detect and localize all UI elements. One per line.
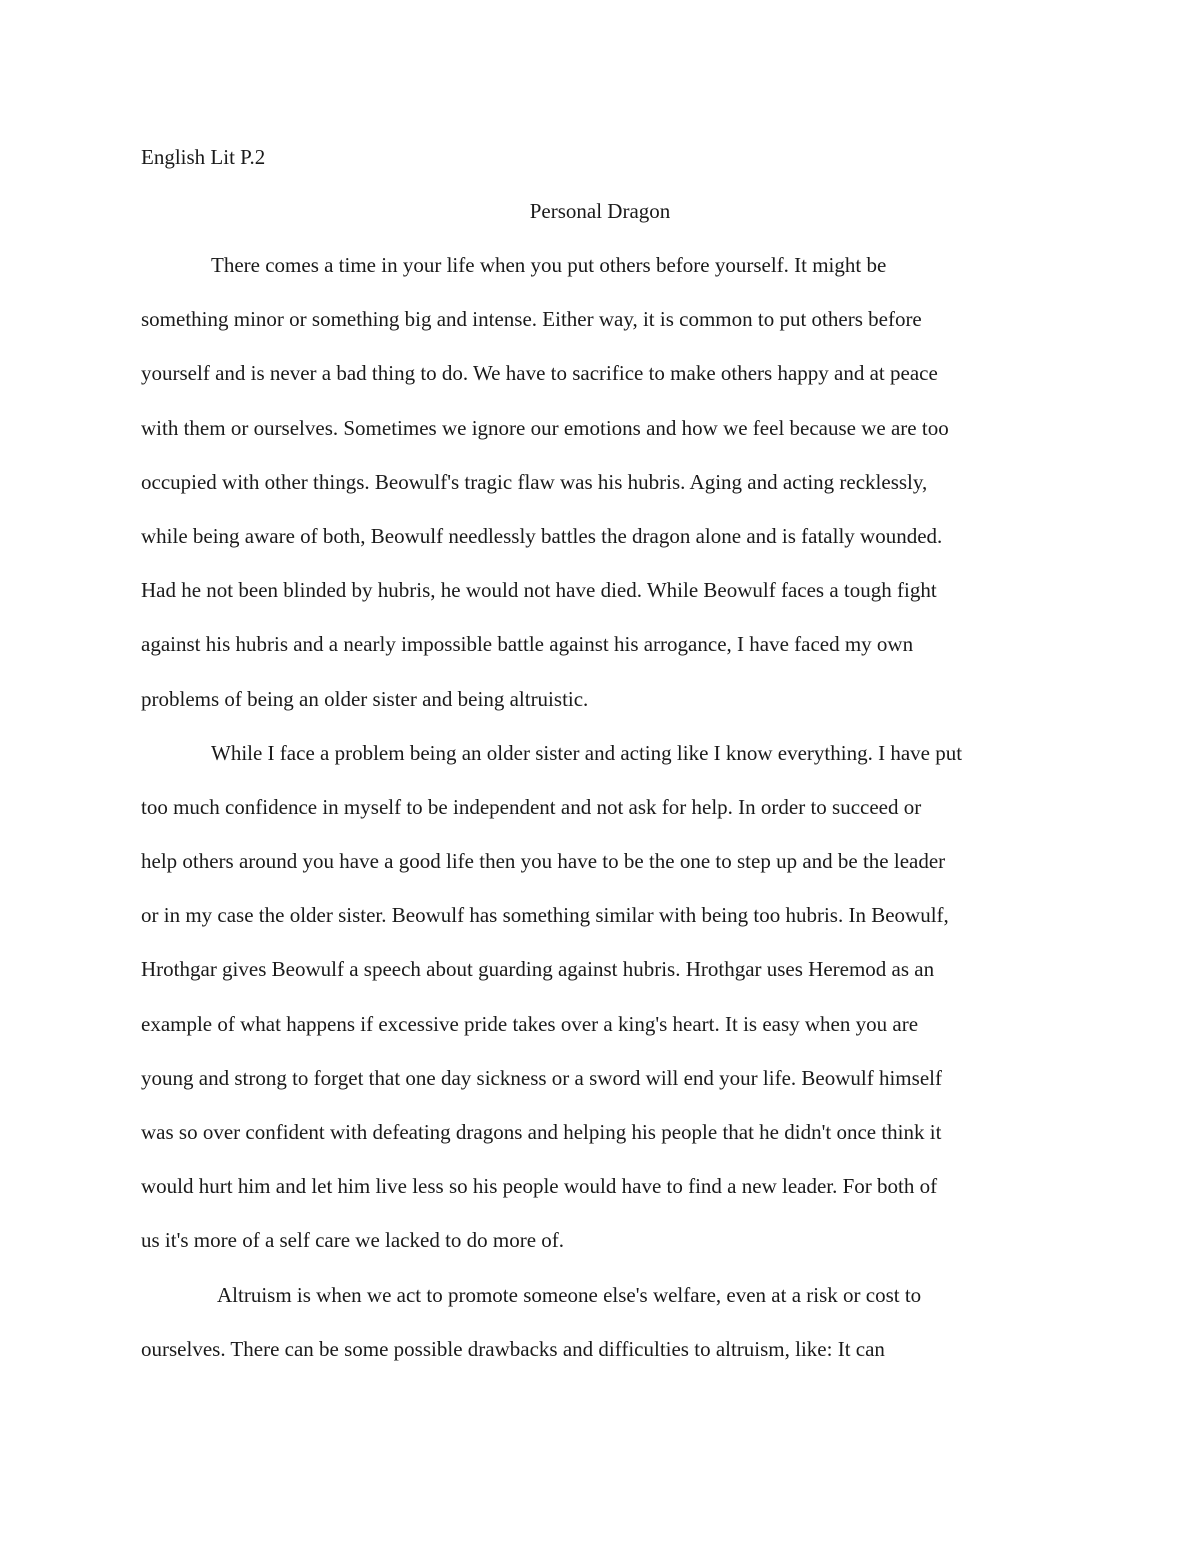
paragraph-line: Altruism is when we act to promote someone else's welfare, even at a risk or cost to	[217, 1282, 922, 1307]
paragraph-line: There comes a time in your life when you put others before yourself. It might be	[211, 253, 887, 277]
paragraph-line: or in my case the older sister. Beowulf has something similar with being too hubris. In Beowulf,	[141, 903, 949, 928]
paragraph-line: was so over confident with defeating dragons and helping his people that he didn't once think it	[141, 1120, 942, 1144]
document-header: English Lit P.2	[141, 145, 266, 169]
paragraph-line: yourself and is never a bad thing to do. We have to sacrifice to make others happy and at peace	[141, 361, 938, 386]
paragraph-line: While I face a problem being an older sister and acting like I know everything. I have put	[211, 740, 963, 765]
document-body	[141, 248, 1081, 1386]
paragraph-line: with them or ourselves. Sometimes we ignore our emotions and how we feel because we are too	[141, 415, 949, 440]
paragraph-line: occupied with other things. Beowulf's tragic flaw was his hubris. Aging and acting recklessly,	[141, 469, 928, 494]
paragraph-line: us it's more of a self care we lacked to do more of.	[141, 1228, 565, 1253]
paragraph-line: Had he not been blinded by hubris, he would not have died. While Beowulf faces a tough fight	[141, 578, 937, 603]
paragraph-line: ourselves. There can be some possible drawbacks and difficulties to altruism, like: It can	[141, 1336, 885, 1361]
paragraph-line: while being aware of both, Beowulf needlessly battles the dragon alone and is fatally wounded.	[141, 523, 943, 548]
paragraph-line: too much confidence in myself to be independent and not ask for help. In order to succeed or	[141, 794, 922, 819]
paragraph-line: problems of being an older sister and being altruistic.	[141, 686, 589, 711]
paragraph-line: would hurt him and let him live less so his people would have to find a new leader. For both of	[141, 1174, 938, 1199]
paragraph-line: example of what happens if excessive pride takes over a king's heart. It is easy when you are	[141, 1011, 919, 1036]
paragraph-line: against his hubris and a nearly impossible battle against his arrogance, I have faced my own	[141, 632, 914, 657]
paragraph-line: something minor or something big and intense. Either way, it is common to put others before	[141, 307, 922, 332]
document-title: Personal Dragon	[529, 199, 671, 223]
paragraph-line: young and strong to forget that one day sickness or a sword will end your life. Beowulf himself	[141, 1065, 942, 1090]
paragraph-line: Hrothgar gives Beowulf a speech about guarding against hubris. Hrothgar uses Heremod as an	[141, 957, 935, 982]
paragraph-line: help others around you have a good life then you have to be the one to step up and be the leader	[141, 849, 946, 874]
